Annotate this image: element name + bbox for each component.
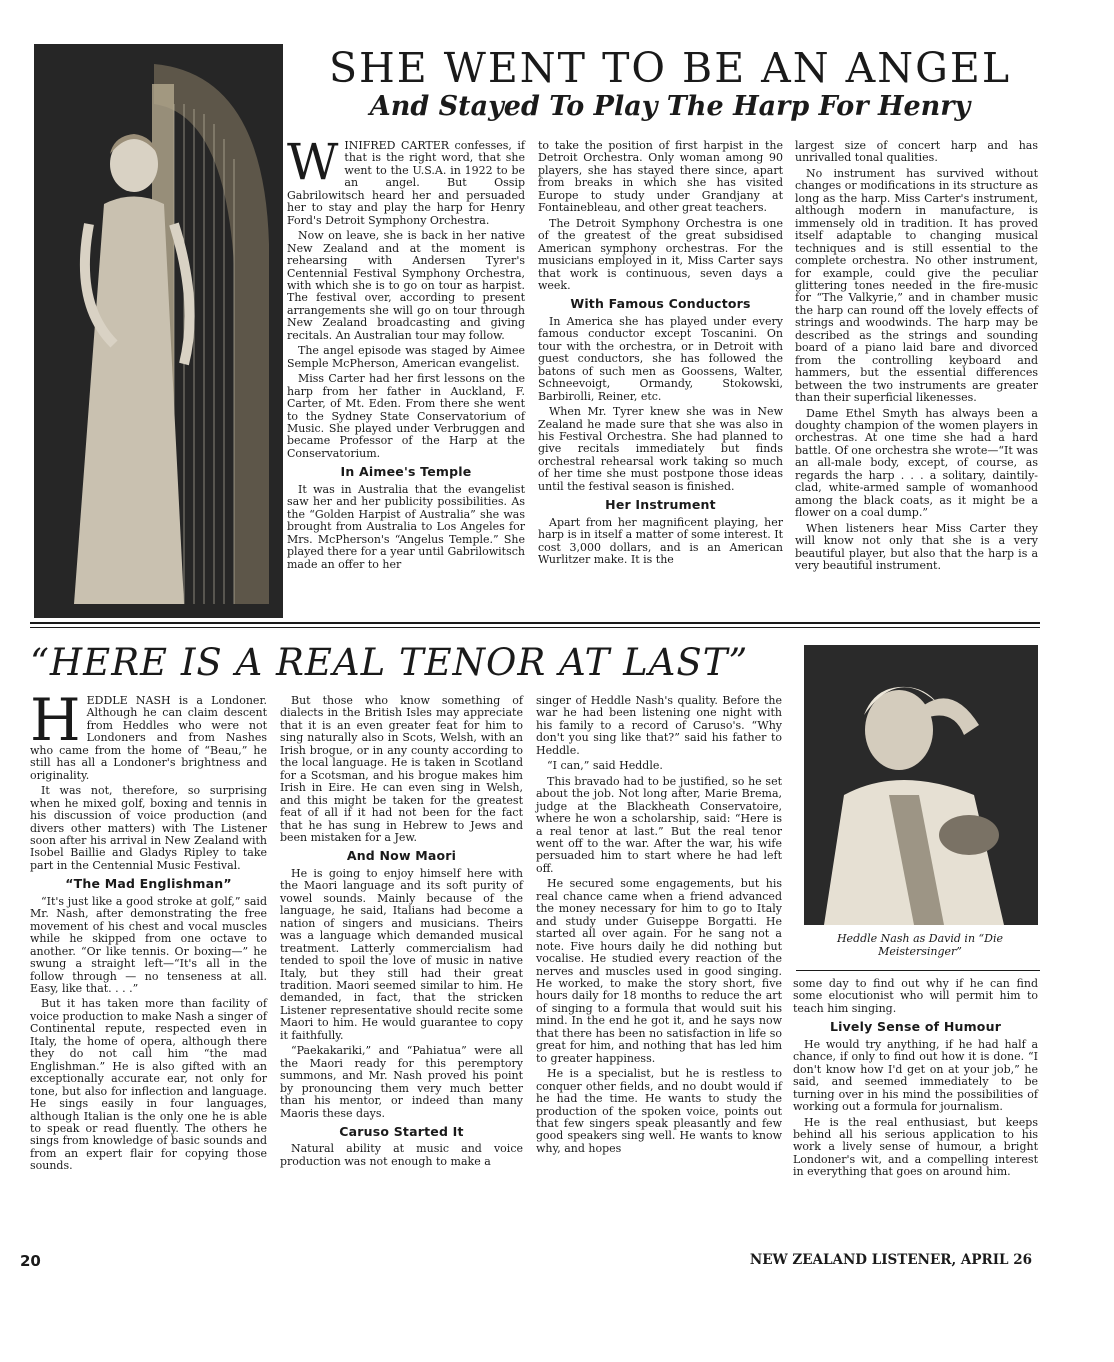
page-number: 20 xyxy=(20,1252,41,1270)
paragraph: But it has taken more than facility of voice production to make Nash a singer of Continental repute, respected even in Italy, the home of opera, although there they do not call him “the mad Englishman.” He is also gifted with an exceptionally accurate ear, not only for tone, but also for inflection and language. He sings easily in four languages, although Italian is the only one he is able to speak or read fluently. The others he sings from knowledge of basic sounds and from an expert flair for copying those sounds. xyxy=(30,997,267,1173)
paragraph: Apart from her magnificent playing, her harp is in itself a matter of some interest. It cost 3,000 dollars, and is an American Wurlitzer make. It is the xyxy=(538,515,783,567)
drop-cap: W xyxy=(287,133,339,191)
paragraph: Now on leave, she is back in her native New Zealand and at the moment is rehearsing with Andersen Tyrer's Centennial Festival Symphony Orchestra, with which she is to go on tour as harpist. The festival over, according to present arrangements she will go on tour through New Zealand broadcasting and giving recitals. An Australian tour may follow. xyxy=(287,229,525,342)
paragraph: He is going to enjoy himself here with the Maori language and its soft purity of vowel sounds. Mainly because of the language, he said, Italians had become a nation of singers and musicians. Theirs was a language which demanded musical treatment. Latterly commercialism had tended to spoil the love of music in native Italy, but they still had their great tradition. Maori seemed similar to him. He demanded, in fact, that the stricken Listener representative should recite some Maori to him. He would guarantee to copy it faithfully. xyxy=(280,866,523,1042)
article1-headline: SHE WENT TO BE AN ANGEL xyxy=(328,44,1012,92)
paragraph: He is a specialist, but he is restless to conquer other fields, and no doubt would if he had the time. He wants to study the production of the spoken voice, points out that few singers speak pleasantly and few good speakers sing well. He wants to know why, and hopes xyxy=(536,1067,782,1155)
paragraph: INIFRED CARTER confesses, if that is the right word, that she went to the U.S.A. in 1922 to be an angel. But Ossip Gabrilowitsch heard her and persuaded her to stay and play the harp for Henry Ford's Detroit Symphony Orchestra. xyxy=(287,139,525,227)
paragraph: It was not, therefore, so surprising when he mixed golf, boxing and tennis in his discussion of voice production (and divers other matters) with The Listener soon after his arrival in New Zealand with Isobel Baillie and Gladys Ripley to take part in the Centennial Music Festival. xyxy=(30,784,267,872)
paragraph: Dame Ethel Smyth has always been a doughty champion of the women players in orchestras. At one time she had a hard battle. Of one orchestra she wrote—“It was an all-male body, except, of course, as regards the harp . . . a solitary, daintily-clad, white-armed sample of womanhood among the black coats, as it might be a flower on a coal dump.” xyxy=(795,406,1038,520)
article2-column-1 xyxy=(30,686,267,1176)
paragraph: He would try anything, if he had half a chance, if only to find out how it is done. “I don't know how I'd get on at your job,” he said, and seemed immediately to be turning over in his mind the possibilities of working out a formula for journalism. xyxy=(793,1037,1038,1114)
tenor-photo xyxy=(804,645,1038,925)
paragraph: Natural ability at music and voice production was not enough to make a xyxy=(280,1142,523,1168)
paragraph: to take the position of first harpist in the Detroit Orchestra. Only woman among 90 players, she has stayed there since, apart from breaks in which she has visited Europe to study under Grandjany at Fontainebleau, and other great teachers. xyxy=(538,139,783,215)
article1-column-3 xyxy=(795,140,1038,575)
subheading: Her Instrument xyxy=(605,497,716,513)
paragraph: largest size of concert harp and has unrivalled tonal qualities. xyxy=(795,139,1038,165)
paragraph: In America she has played under every famous conductor except Toscanini. On tour with the orchestra, or in Detroit with guest conductors, she has followed the batons of such men as Goossens, Walter, Schneevoigt, Ormandy, Stokowski, Barbirolli, Reiner, etc. xyxy=(538,314,783,403)
subheading: And Now Maori xyxy=(346,848,457,864)
publication-footer: NEW ZEALAND LISTENER, APRIL 26 xyxy=(749,1252,1032,1268)
paragraph: He secured some engagements, but his real chance came when a friend advanced the money necessary for him to go to Italy and study under Guiseppe Borgatti. He started all over again. For he sang not a note. Five hours daily he did nothing but vocalise. He studied every reaction of the nerves and muscles used in good singing. He worked, to make the story short, five hours daily for 18 months to reduce the art of singing to a formula that would suit his mind. In the end he got it, and he says now that there has been no satisfaction in life so great for him, and nothing that has led him to greater happiness. xyxy=(536,877,782,1065)
article2-column-3 xyxy=(536,695,782,1158)
paragraph: singer of Heddle Nash's quality. Before the war he had been listening one night with his family to a record of Caruso's. “Why don't you sing like that?” said his father to Heddle. xyxy=(536,694,782,757)
paragraph: No instrument has survived without changes or modifications in its structure as long as the harp. Miss Carter's instrument, although modern in manufacture, is immensely old in tradition. It has proved itself adaptable to changing musical techniques and is still essential to the complete orchestra. No other instrument, for example, could give the peculiar glittering tones needed in the fire-music for “The Valkyrie,” and in chamber music the harp can round off the lovely effects of strings and woodwinds. The harp may be described as the strings and sounding board of a piano laid bare and divorced from the controlling keyboard and hammers, but the essential differences between the two instruments are greater than their superficial likenesses. xyxy=(795,166,1038,405)
subheading: “The Mad Englishman” xyxy=(65,876,232,892)
article2-headline: “HERE IS A REAL TENOR AT LAST” xyxy=(30,641,749,684)
paragraph: But those who know something of dialects in the British Isles may appreciate that it is an even greater feat for him to sing naturally also in Scots, Welsh, with an Irish brogue, or in any county according to the local language. He is taken in Scotland for a Scotsman, and his brogue makes him Irish in Eire. He can even sing in Welsh, and this might be taken for the greatest feat of all if it had not been for the fact that he has sung in Hebrew to Jews and been mistaken for a Jew. xyxy=(280,694,523,844)
paragraph: When Mr. Tyrer knew she was in New Zealand he made sure that she was also in his Festival Orchestra. She had planned to give recitals immediately but finds orchestral rehearsal work taking so much of her time she must postpone those ideas until the festival season is finished. xyxy=(538,405,783,493)
subheading: Lively Sense of Humour xyxy=(829,1019,1002,1035)
paragraph: “Paekakariki,” and “Pahiatua” were all the Maori ready for this peremptory summons, and Mr. Nash proved his point by pronouncing them very much better than his mentor, or indeed than many Maoris these days. xyxy=(280,1044,523,1120)
article1-column-1 xyxy=(287,133,525,574)
caption-rule xyxy=(796,970,1040,971)
subheading: In Aimee's Temple xyxy=(340,464,472,480)
section-divider xyxy=(30,622,1040,624)
article1-subhead: And Stayed To Play The Harp For Henry xyxy=(369,91,971,122)
paragraph: It was in Australia that the evangelist saw her and her publicity possibilities. As the “Golden Harpist of Australia” she was brought from Australia to Los Angeles for Mrs. McPherson's “Angelus Temple.” She played there for a year until Gabrilowitsch made an offer to her xyxy=(287,482,525,571)
harpist-photo-icon xyxy=(34,44,283,618)
section-divider-thin xyxy=(30,627,1040,628)
subheading: With Famous Conductors xyxy=(570,296,751,312)
photo-caption: Heddle Nash as David in “Die Meistersinger” xyxy=(836,932,1004,958)
paragraph: “I can,” said Heddle. xyxy=(547,759,663,773)
harpist-photo xyxy=(34,44,283,618)
paragraph: The Detroit Symphony Orchestra is one of the greatest of the great subsidised American symphony orchestras. For the musicians employed in it, Miss Carter says that work is continuous, seven days a week. xyxy=(538,216,783,292)
tenor-photo-icon xyxy=(804,645,1038,925)
paragraph: This bravado had to be justified, so he set about the job. Not long after, Marie Brema, judge at the Blackheath Conservatoire, where he won a scholarship, said: “Here is a real tenor at last.” But the real tenor went off to the war. After the war, his wife persuaded him to start where he had left off. xyxy=(536,774,782,875)
article2-column-2 xyxy=(280,695,523,1171)
paragraph: EDDLE NASH is a Londoner. Although he can claim descent from Heddles who were not Londoners and from Nashes who came from the home of “Beau,” he still has all a Londoner's brightness and originality. xyxy=(30,694,267,782)
paragraph: When listeners hear Miss Carter they will know not only that she is a very beautiful player, but also that the harp is a very beautiful instrument. xyxy=(795,521,1038,572)
paragraph: “It's just like a good stroke at golf,” said Mr. Nash, after demonstrating the free movement of his chest and vocal muscles while he skipped from one octave to another. “Or like tennis. Or boxing—” he swung a straight left—“It's all in the follow through — no tenseness at all. Easy, like that. . . .” xyxy=(30,894,267,995)
paragraph: some day to find out why if he can find some elocutionist who will permit him to teach him singing. xyxy=(793,977,1038,1015)
paragraph: He is the real enthusiast, but keeps behind all his serious application to his work a lively sense of humour, a bright Londoner's wit, and a compelling interest in everything that goes on around him. xyxy=(793,1115,1038,1179)
article2-column-4 xyxy=(793,978,1038,1182)
paragraph: The angel episode was staged by Aimee Semple McPherson, American evangelist. xyxy=(287,344,525,370)
subheading: Caruso Started It xyxy=(339,1123,464,1139)
drop-cap: H xyxy=(30,686,81,754)
paragraph: Miss Carter had her first lessons on the harp from her father in Auckland, F. Carter, of Mt. Eden. From there she went to the Sydney State Conservatorium of Music. She played under Verbruggen and became Professor of the Harp at the Conservatorium. xyxy=(287,372,525,460)
article1-column-2 xyxy=(538,140,783,570)
